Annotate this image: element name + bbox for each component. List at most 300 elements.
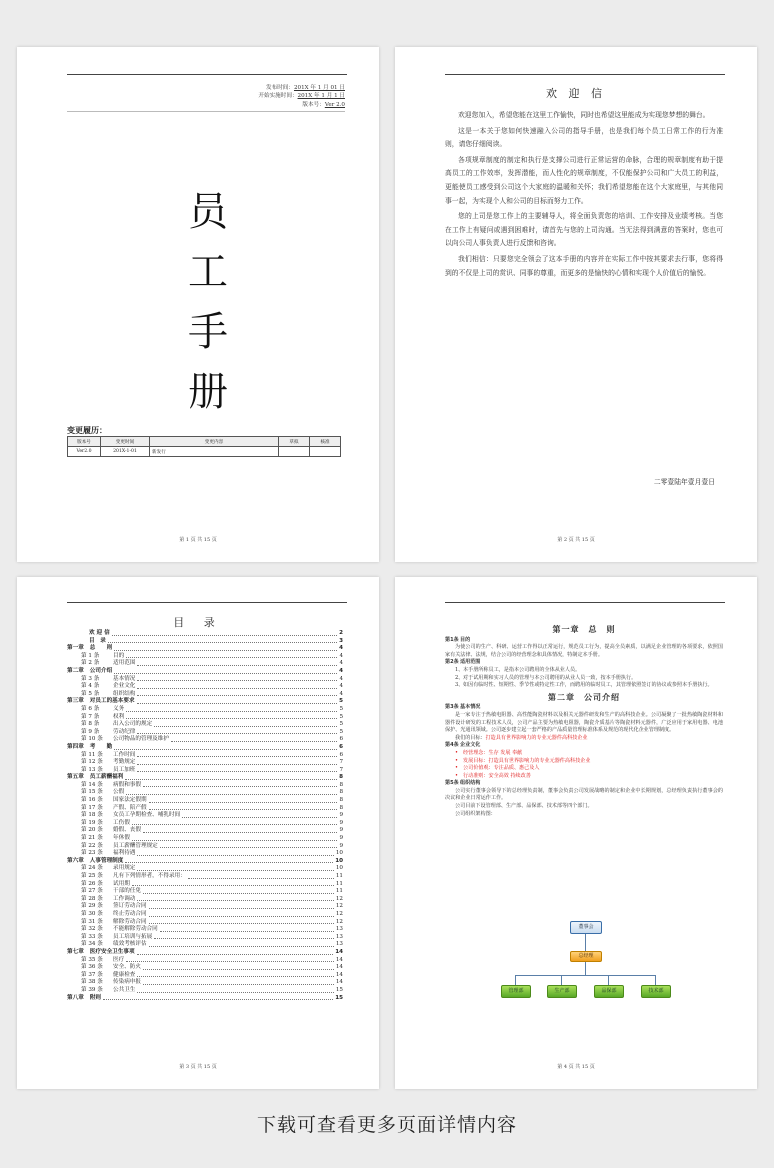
toc-leader-dots bbox=[137, 695, 337, 696]
toc-entry-number: 第 28 条 bbox=[81, 895, 103, 902]
toc-page-number: 7 bbox=[339, 759, 343, 766]
toc-entry-text: 工作时间 bbox=[113, 751, 136, 758]
toc-section-row[interactable] bbox=[67, 683, 343, 691]
toc-entry-text: 年休假 bbox=[113, 835, 130, 842]
toc-page-number: 14 bbox=[335, 971, 343, 978]
toc-entry-text: 福利待遇 bbox=[113, 850, 136, 857]
toc-leader-dots bbox=[137, 870, 333, 871]
toc-entry-text: 传染病申报 bbox=[113, 979, 141, 986]
toc-chapter-row[interactable] bbox=[67, 630, 343, 638]
toc-entry-text: 组织结构 bbox=[113, 690, 136, 697]
culture-item: • 公司价值观：专注品质、惠己及人 bbox=[455, 765, 540, 772]
toc-section-row[interactable] bbox=[67, 653, 343, 661]
toc-entry-number: 第 18 条 bbox=[81, 812, 103, 819]
toc-entry-number: 第 14 条 bbox=[81, 781, 103, 788]
toc-leader-dots bbox=[149, 809, 338, 810]
toc-leader-dots bbox=[114, 650, 337, 651]
toc-chapter-row[interactable] bbox=[67, 698, 343, 706]
toc-section-row[interactable] bbox=[67, 759, 343, 767]
page-cover bbox=[17, 47, 379, 562]
toc-section-row[interactable] bbox=[67, 850, 343, 858]
toc-section-row[interactable] bbox=[67, 903, 343, 911]
toc-page-number: 12 bbox=[335, 910, 343, 917]
toc-page-number: 8 bbox=[339, 789, 343, 796]
toc-chapter-row[interactable] bbox=[67, 995, 343, 1003]
toc-leader-dots bbox=[171, 741, 337, 742]
article-heading bbox=[445, 780, 723, 788]
toc-page-number: 7 bbox=[339, 766, 343, 773]
org-dept-box: 品保部 bbox=[594, 985, 624, 998]
toc-chapter-row[interactable] bbox=[67, 949, 343, 957]
toc-section-row[interactable] bbox=[67, 706, 343, 714]
toc-entry-text: 签订劳动合同 bbox=[113, 903, 147, 910]
org-dept-box: 管理部 bbox=[501, 985, 531, 998]
toc-section-row[interactable] bbox=[67, 987, 343, 995]
article-text: 是一家专注于热敏电阻器、高性能陶瓷材料以及相关元器件研发和生产的高科技企业。公司凝聚了一批热敏陶瓷材料和器件设计研发的工程技术人员，公司产品主要为热敏电阻器，陶瓷介质基片等陶瓷材料元器件，广泛应用于家用电器、电池保护、光通讯领域。公司逐步建立起一套严格的产品质量管理标准体系及规范的现代化企业管理制度。 bbox=[445, 711, 723, 734]
toc-entry-text: 公共卫生 bbox=[113, 986, 136, 993]
toc-entry-text: 工伤假 bbox=[113, 819, 130, 826]
toc-leader-dots bbox=[103, 999, 333, 1000]
toc-entry-number: 第 29 条 bbox=[81, 903, 103, 910]
toc-entry-text: 员工薪酬管理规定 bbox=[113, 842, 158, 849]
article-text: 公司目前下设管理部、生产部、品保部、技术部等四个部门。 bbox=[455, 803, 593, 810]
toc-entry-number: 第 26 条 bbox=[81, 880, 103, 887]
impl-date-label: 开始实施时间： bbox=[258, 93, 298, 100]
toc-entry-text: 医疗安全卫生事项 bbox=[89, 948, 135, 955]
toc-leader-dots bbox=[137, 680, 337, 681]
toc-entry-text: 公假 bbox=[113, 789, 125, 796]
toc-leader-dots bbox=[126, 657, 337, 658]
toc-leader-dots bbox=[132, 824, 338, 825]
toc-entry-text: 基本情况 bbox=[113, 675, 136, 682]
toc-leader-dots bbox=[132, 840, 338, 841]
toc-entry-number: 第 23 条 bbox=[81, 850, 103, 857]
culture-text: 公司价值观：专注品质、惠己及人 bbox=[463, 765, 540, 772]
toc-entry-number: 第 17 条 bbox=[81, 804, 103, 811]
title-char: 员 bbox=[188, 189, 228, 235]
toc-entry-number: 第 5 条 bbox=[81, 690, 100, 697]
history-cell: Ver2.0 bbox=[68, 447, 101, 457]
toc-section-row[interactable] bbox=[67, 843, 343, 851]
toc-entry-text: 员工加班 bbox=[113, 766, 136, 773]
toc-page-number: 9 bbox=[339, 842, 343, 849]
toc-page-number: 6 bbox=[339, 743, 343, 750]
toc-leader-dots bbox=[143, 893, 334, 894]
toc-page-number: 11 bbox=[335, 888, 343, 895]
toc-leader-dots bbox=[160, 847, 338, 848]
toc-entry-number: 第 15 条 bbox=[81, 789, 103, 796]
toc-section-row[interactable] bbox=[67, 957, 343, 965]
toc-section-row[interactable] bbox=[67, 789, 343, 797]
culture-item: • 发展目标：打造具有世界影响力的专业元器件高科技企业 bbox=[455, 757, 591, 764]
toc-entry-text: 员工培训与拓展 bbox=[113, 933, 153, 940]
version: Ver 2.0 bbox=[324, 101, 345, 108]
toc-entry-text: 考勤规定 bbox=[113, 759, 136, 766]
toc-page-number: 8 bbox=[339, 774, 343, 781]
article-title: 基本情况 bbox=[460, 704, 481, 711]
toc-page-number: 9 bbox=[339, 812, 343, 819]
toc-entry-number: 第三章 bbox=[67, 698, 84, 705]
toc-section-row[interactable] bbox=[67, 827, 343, 835]
page-welcome bbox=[395, 47, 757, 562]
toc-entry-text: 员工薪酬福利 bbox=[89, 774, 124, 781]
toc-entry-number: 第 39 条 bbox=[81, 986, 103, 993]
toc-entry-number: 第 2 条 bbox=[81, 660, 100, 667]
org-connector bbox=[655, 975, 656, 985]
toc-leader-dots bbox=[137, 665, 337, 666]
toc-entry-text: 义务 bbox=[113, 705, 125, 712]
signoff-date: 二零壹陆年壹月壹日 bbox=[653, 478, 715, 486]
toc-leader-dots bbox=[112, 635, 337, 636]
toc-entry-text: 目 录 bbox=[89, 637, 106, 644]
article-number: 第5条 bbox=[445, 780, 459, 787]
toc-entry-text: 目的 bbox=[113, 652, 125, 659]
article-text: 为使公司的生产、科研、运营工作得以正常运行，规范员工行为，提高全员素质，以满足企业管理的各项要求，依照国家有关法律、法规，结合公司的经营理念和具体情况，特制定本手册。 bbox=[445, 644, 723, 658]
toc-section-row[interactable] bbox=[67, 881, 343, 889]
toc-leader-dots bbox=[126, 961, 334, 962]
toc-leader-dots bbox=[137, 703, 338, 704]
toc-page-number: 6 bbox=[339, 736, 343, 743]
toc-section-row[interactable] bbox=[67, 972, 343, 980]
toc-entry-text: 工作调动 bbox=[113, 895, 136, 902]
toc-section-row[interactable] bbox=[67, 721, 343, 729]
toc-page-number: 4 bbox=[339, 660, 343, 667]
toc-entry-text: 权利 bbox=[113, 713, 125, 720]
culture-text: 发展目标：打造具有世界影响力的专业元器件高科技企业 bbox=[463, 757, 591, 764]
culture-text: 行动准则：安全高效 持续改善 bbox=[463, 772, 531, 779]
chapter-body bbox=[445, 622, 723, 818]
welcome-body bbox=[445, 109, 723, 282]
toc-entry-number: 第 19 条 bbox=[81, 819, 103, 826]
toc-entry-text: 婚假、丧假 bbox=[113, 827, 141, 834]
toc-leader-dots bbox=[149, 802, 338, 803]
toc-chapter-row[interactable] bbox=[67, 668, 343, 676]
list-item: 1、 本手册所称员工，是指本公司聘用的全体从业人员。 bbox=[455, 666, 581, 673]
goal-text: 打造具有世界影响力的专业元器件高科技企业 bbox=[485, 734, 588, 741]
article-number: 第1条 bbox=[445, 636, 459, 643]
toc-leader-dots bbox=[137, 688, 337, 689]
toc-leader-dots bbox=[114, 673, 337, 674]
toc-page-number: 3 bbox=[339, 637, 343, 644]
welcome-paragraph: 各项规章制度的制定和执行是支撑公司进行正常运营的命脉，合理的规章制度有助于提高员工的工作效率，发挥潜能，而人性化的规章制度，不仅能保护公司和广大员工的利益，更能使员工感受到公司这个大家庭的温暖和关怀；我们希望您能在这个大家庭里，与其他同事一起，为实现个人和公司的目标而努力工作。 bbox=[445, 155, 723, 205]
toc-entry-text: 人事管理制度 bbox=[89, 857, 124, 864]
history-header: 版本号 bbox=[68, 437, 101, 447]
impl-date: 201X 年 1 月 1 日 bbox=[297, 93, 345, 100]
toc-page-number: 10 bbox=[335, 865, 343, 872]
toc-entry-number: 第 13 条 bbox=[81, 766, 103, 773]
toc-entry-number: 第 32 条 bbox=[81, 926, 103, 933]
header-rule bbox=[67, 602, 347, 603]
toc-section-row[interactable] bbox=[67, 934, 343, 942]
toc-entry-text: 产假、陪产假 bbox=[113, 804, 147, 811]
chapter-heading: 第一章 总 则 bbox=[552, 625, 616, 634]
toc-entry-text: 欢 迎 信 bbox=[89, 630, 110, 636]
toc-entry-number: 第六章 bbox=[67, 857, 84, 864]
toc-entry-text: 对员工的基本要求 bbox=[89, 698, 135, 705]
toc-section-row[interactable] bbox=[67, 729, 343, 737]
toc-entry-text: 总 则 bbox=[89, 645, 113, 652]
toc-entry-number: 第 31 条 bbox=[81, 918, 103, 925]
page-footer: 第 1 页 共 15 页 bbox=[179, 537, 217, 543]
toc-entry-text: 健康检查 bbox=[113, 971, 136, 978]
toc-leader-dots bbox=[143, 969, 334, 970]
toc-section-row[interactable] bbox=[67, 812, 343, 820]
toc-section-row[interactable] bbox=[67, 873, 343, 881]
history-header: 变更时间 bbox=[101, 437, 150, 447]
toc-leader-dots bbox=[125, 779, 337, 780]
toc-page-number: 14 bbox=[335, 964, 343, 971]
org-connector bbox=[515, 975, 655, 976]
toc-section-row[interactable] bbox=[67, 896, 343, 904]
org-chart bbox=[495, 921, 675, 1011]
toc-entry-number: 第 25 条 bbox=[81, 873, 103, 879]
toc-entry-number: 第 30 条 bbox=[81, 910, 103, 917]
toc-leader-dots bbox=[137, 756, 337, 757]
toc-page-number: 4 bbox=[339, 683, 343, 690]
toc-entry-text: 出入公司的规定 bbox=[113, 721, 153, 728]
welcome-paragraph: 我们相信：只要您完全领会了这本手册的内容并在实际工作中按其要求去行事，您将得到的不仅是上司的赏识、同事的尊重，而更多的是愉快的心情和实现个人价值后的愉悦。 bbox=[445, 254, 723, 277]
chapter-heading: 第二章 公司介绍 bbox=[548, 692, 620, 702]
toc-leader-dots bbox=[188, 878, 334, 879]
toc-entry-text: 国家法定假期 bbox=[113, 797, 147, 804]
toc-entry-text: 适用范围 bbox=[113, 660, 136, 667]
toc-section-row[interactable] bbox=[67, 979, 343, 987]
toc-entry-number: 第 16 条 bbox=[81, 797, 103, 804]
title-char: 册 bbox=[188, 369, 228, 415]
toc-section-row[interactable] bbox=[67, 865, 343, 873]
toc-entry-text: 绩效考核评估 bbox=[113, 941, 147, 948]
toc-entry-number: 第一章 bbox=[67, 645, 84, 652]
pub-date: 201X 年 1 月 01 日 bbox=[293, 85, 345, 91]
toc-section-row[interactable] bbox=[67, 782, 343, 790]
toc-entry-text: 解除劳动合同 bbox=[113, 918, 147, 925]
toc-entry-number: 第 33 条 bbox=[81, 933, 103, 940]
toc-page-number: 5 bbox=[339, 698, 343, 705]
title-char: 工 bbox=[188, 249, 228, 295]
toc-entry-text: 女员工孕期检查、哺乳时间 bbox=[113, 812, 181, 819]
toc-page-number: 13 bbox=[335, 941, 343, 948]
toc-entry-number: 第 24 条 bbox=[81, 865, 103, 872]
title-char: 手 bbox=[188, 309, 228, 355]
toc-section-row[interactable] bbox=[67, 676, 343, 684]
toc-section-row[interactable] bbox=[67, 888, 343, 896]
culture-item: • 行动准则：安全高效 持续改善 bbox=[455, 772, 531, 779]
org-board-box: 董事会 bbox=[570, 921, 602, 934]
version-label: 版本号： bbox=[302, 101, 325, 108]
toc-entry-number: 第 37 条 bbox=[81, 971, 103, 978]
toc-section-row[interactable] bbox=[67, 797, 343, 805]
toc-leader-dots bbox=[114, 749, 337, 750]
toc-page-number: 2 bbox=[339, 630, 343, 636]
toc-section-row[interactable] bbox=[67, 835, 343, 843]
org-gm-box: 总经理 bbox=[570, 951, 602, 962]
toc-leader-dots bbox=[137, 900, 333, 901]
toc-entry-text: 试用期 bbox=[113, 880, 130, 887]
sub-rule bbox=[67, 111, 345, 112]
header-rule bbox=[445, 602, 725, 603]
toc-leader-dots bbox=[154, 726, 337, 727]
toc-page-number: 8 bbox=[339, 781, 343, 788]
article-title: 适用范围 bbox=[460, 659, 481, 666]
article-heading bbox=[445, 742, 723, 750]
toc-page-number: 9 bbox=[339, 827, 343, 834]
article-title: 目的 bbox=[460, 636, 471, 643]
culture-text: 经营理念：生存 发展 奉献 bbox=[463, 749, 523, 756]
toc-entry-number: 第 20 条 bbox=[81, 827, 103, 834]
toc-leader-dots bbox=[149, 916, 334, 917]
toc-page-number: 9 bbox=[339, 835, 343, 842]
toc-section-row[interactable] bbox=[67, 660, 343, 668]
article-number: 第2条 bbox=[445, 659, 459, 666]
page-footer: 第 2 页 共 15 页 bbox=[557, 537, 595, 543]
toc-leader-dots bbox=[154, 938, 334, 939]
download-caption: 下载可查看更多页面详情内容 bbox=[256, 1114, 517, 1136]
toc-chapter-row[interactable] bbox=[67, 744, 343, 752]
toc-page-number: 4 bbox=[339, 645, 343, 652]
toc-leader-dots bbox=[132, 885, 334, 886]
page-toc bbox=[17, 577, 379, 1089]
header-rule bbox=[445, 74, 725, 75]
toc-section-row[interactable] bbox=[67, 926, 343, 934]
article-text: 公司实行董事会领导下的总经理负责制，董事会负责公司发展战略的制定和企业中长期规划，总经理负责执行董事会的决议和企业日常运作工作。 bbox=[445, 787, 723, 802]
history-header-row bbox=[68, 437, 341, 447]
toc-entry-number: 第 35 条 bbox=[81, 956, 103, 963]
toc-leader-dots bbox=[137, 771, 337, 772]
toc-entry-number: 第 11 条 bbox=[81, 751, 103, 758]
toc-leader-dots bbox=[160, 931, 334, 932]
toc-leader-dots bbox=[182, 817, 337, 818]
welcome-paragraph: 您的上司是您工作上的主要辅导人，将全面负责您的培训、工作安排及业绩考核。当您在工作上有疑问或遇到困难时，请首先与您的上司沟通。当无法得到满意的答案时，您也可以向公司人事负责人进行反馈和咨询。 bbox=[445, 212, 723, 248]
toc-entry-number: 第 38 条 bbox=[81, 979, 103, 986]
toc-entry-text: 录用规定 bbox=[113, 865, 136, 872]
toc-leader-dots bbox=[143, 786, 337, 787]
toc-chapter-row[interactable] bbox=[67, 858, 343, 866]
article-number: 第4条 bbox=[445, 742, 459, 749]
article-title: 组织结构 bbox=[460, 780, 481, 787]
list-item-text: 本手册所称员工，是指本公司聘用的全体从业人员。 bbox=[463, 666, 581, 673]
toc-entry-text: 公司物品的管理及维护 bbox=[113, 736, 169, 743]
toc-page-number: 4 bbox=[339, 667, 343, 674]
org-connector bbox=[608, 975, 609, 985]
toc-page-number: 14 bbox=[335, 956, 343, 963]
toc-page-number: 13 bbox=[335, 933, 343, 940]
toc-page-number: 15 bbox=[335, 994, 343, 1001]
toc-page-number: 12 bbox=[335, 903, 343, 910]
toc-page-number: 15 bbox=[335, 986, 343, 993]
goal-prefix: 我们的目标： bbox=[455, 734, 486, 741]
toc-leader-dots bbox=[125, 862, 333, 863]
toc-page-number: 13 bbox=[335, 926, 343, 933]
toc-page-number: 11 bbox=[335, 880, 343, 887]
welcome-paragraph: 欢迎您加入，希望您能在这里工作愉快，同时也希望这里能成为实现您梦想的舞台。 bbox=[458, 111, 710, 119]
toc-leader-dots bbox=[137, 855, 333, 856]
toc-page-number: 5 bbox=[339, 705, 343, 712]
toc-page-number: 10 bbox=[335, 857, 343, 864]
toc-section-row[interactable] bbox=[67, 941, 343, 949]
publication-info bbox=[258, 84, 345, 109]
toc-title: 目 录 bbox=[173, 616, 223, 629]
table-row bbox=[68, 447, 341, 457]
list-item: 3、 如因有临时性、短期性、季节性或特定性工作，而聘用的临时员工，其管理依照签订的协议或参照本手册执行。 bbox=[455, 682, 713, 689]
toc-entry-number: 第 36 条 bbox=[81, 964, 103, 971]
toc-entry-number: 第八章 bbox=[67, 994, 84, 1001]
toc-page-number: 8 bbox=[339, 804, 343, 811]
article-title: 企业文化 bbox=[460, 742, 481, 749]
toc-section-row[interactable] bbox=[67, 964, 343, 972]
list-item-text: 如因有临时性、短期性、季节性或特定性工作，而聘用的临时员工，其管理依照签订的协议或参照本手册执行。 bbox=[463, 682, 713, 689]
toc-leader-dots bbox=[149, 923, 334, 924]
org-connector bbox=[561, 975, 562, 985]
toc-entry-text: 附则 bbox=[89, 994, 101, 1001]
toc-entry-number: 第 27 条 bbox=[81, 888, 103, 895]
toc-section-row[interactable] bbox=[67, 752, 343, 760]
welcome-title: 欢 迎 信 bbox=[546, 87, 606, 100]
toc-page-number: 5 bbox=[339, 721, 343, 728]
toc-entry-number: 第 21 条 bbox=[81, 835, 103, 842]
toc-entry-number: 第二章 bbox=[67, 667, 84, 674]
list-item-text: 对于试用期和实习人员的管理与本公司聘用的从业人员一致，按本手册执行。 bbox=[463, 674, 637, 681]
history-cell: 新发行 bbox=[150, 447, 279, 457]
toc-entry-text: 企业文化 bbox=[113, 683, 136, 690]
toc-leader-dots bbox=[137, 733, 337, 734]
culture-item: • 经营理念：生存 发展 奉献 bbox=[455, 749, 523, 756]
history-cell bbox=[279, 447, 310, 457]
toc-entry-number: 第 1 条 bbox=[81, 652, 100, 659]
list-item: 2、 对于试用期和实习人员的管理与本公司聘用的从业人员一致，按本手册执行。 bbox=[455, 674, 637, 681]
toc-section-row[interactable] bbox=[67, 714, 343, 722]
article-heading bbox=[445, 704, 723, 712]
toc-section-row[interactable] bbox=[67, 820, 343, 828]
toc-leader-dots bbox=[149, 908, 334, 909]
toc-leader-dots bbox=[143, 832, 337, 833]
toc-entry-text: 病假和事假 bbox=[113, 781, 141, 788]
toc-page-number: 5 bbox=[339, 713, 343, 720]
toc-entry-text: 不能解除劳动合同 bbox=[113, 926, 158, 933]
toc-section-row[interactable] bbox=[67, 805, 343, 813]
toc-entry-number: 第 9 条 bbox=[81, 728, 100, 735]
toc-entry-number: 第七章 bbox=[67, 948, 84, 955]
toc-page-number: 6 bbox=[339, 751, 343, 758]
toc-page-number: 9 bbox=[339, 819, 343, 826]
toc-leader-dots bbox=[126, 794, 337, 795]
toc-leader-dots bbox=[137, 764, 337, 765]
toc-page-number: 4 bbox=[339, 690, 343, 697]
page-footer: 第 3 页 共 15 页 bbox=[179, 1064, 217, 1070]
toc-section-row[interactable] bbox=[67, 911, 343, 919]
article-text: 公司组织架构图： bbox=[455, 810, 496, 817]
org-connector bbox=[585, 961, 586, 975]
toc-leader-dots bbox=[126, 711, 337, 712]
toc-entry-text: 终止劳动合同 bbox=[113, 910, 147, 917]
org-connector bbox=[515, 975, 516, 985]
toc-chapter-row[interactable] bbox=[67, 645, 343, 653]
org-connector bbox=[585, 933, 586, 951]
pub-date-label: 发布时间： bbox=[266, 85, 294, 91]
toc-chapter-row[interactable] bbox=[67, 774, 343, 782]
cover-title bbox=[183, 182, 233, 422]
toc-section-row[interactable] bbox=[67, 919, 343, 927]
toc-list bbox=[67, 630, 343, 1002]
history-header: 草拟 bbox=[279, 437, 310, 447]
toc-entry-number: 第 12 条 bbox=[81, 759, 103, 766]
toc-entry-text: 劳动纪律 bbox=[113, 728, 136, 735]
history-cell: 201X-1-01 bbox=[101, 447, 150, 457]
toc-entry-number: 第 10 条 bbox=[81, 736, 103, 743]
toc-section-row[interactable] bbox=[67, 736, 343, 744]
welcome-paragraph: 这是一本关于您如何快速融入公司的指导手册，也是我们每个员工日常工作的行为准则，请您仔细阅读。 bbox=[445, 126, 723, 149]
history-header: 变更内容 bbox=[150, 437, 279, 447]
history-table bbox=[67, 436, 341, 457]
